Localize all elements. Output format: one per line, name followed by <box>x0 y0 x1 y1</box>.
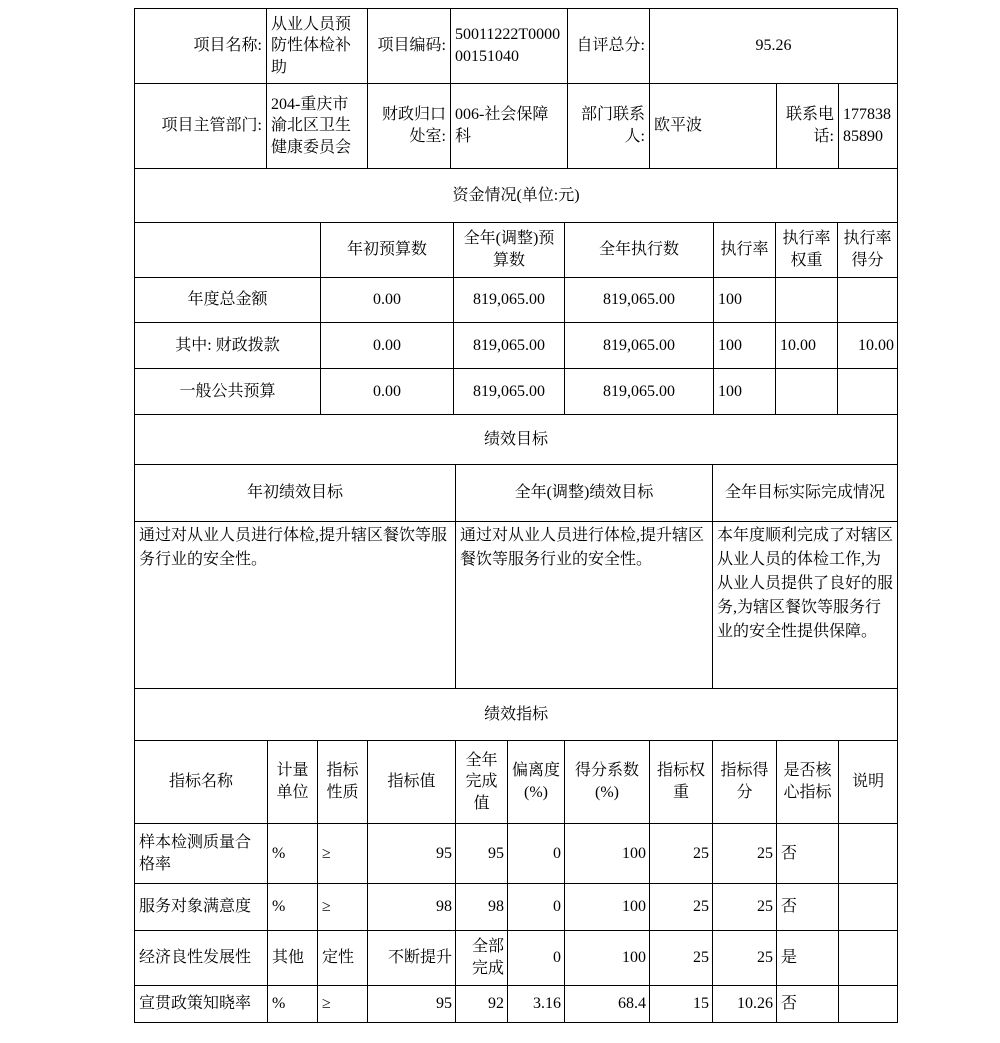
project-code-label: 项目编码: <box>368 9 451 84</box>
goals-initial-text: 通过对从业人员进行体检,提升辖区餐饮等服务行业的安全性。 <box>135 522 456 689</box>
funds-header-blank <box>135 223 321 278</box>
indicator-nature: ≥ <box>318 884 368 931</box>
performance-report-document <box>134 8 897 1023</box>
indicators-header-target: 指标值 <box>368 741 456 824</box>
funds-rate-score: 10.00 <box>838 323 898 369</box>
phone-value: 17783885890 <box>839 84 898 169</box>
project-name-label: 项目名称: <box>135 9 267 84</box>
indicator-completed: 98 <box>456 884 508 931</box>
funds-header-rate-score: 执行率得分 <box>838 223 898 278</box>
indicator-nature: ≥ <box>318 824 368 884</box>
self-score-label: 自评总分: <box>568 9 650 84</box>
indicator-deviation: 0 <box>508 884 565 931</box>
table-row <box>135 278 898 323</box>
indicator-core: 否 <box>777 884 839 931</box>
goals-table <box>134 414 898 689</box>
indicators-header-unit: 计量单位 <box>268 741 318 824</box>
funds-initial-budget: 0.00 <box>321 278 454 323</box>
funds-section-title: 资金情况(单位:元) <box>135 169 898 223</box>
indicator-coefficient: 100 <box>565 884 650 931</box>
indicator-nature: 定性 <box>318 931 368 986</box>
indicator-weight: 25 <box>650 824 713 884</box>
indicator-target: 95 <box>368 824 456 884</box>
indicator-note <box>839 986 898 1023</box>
indicator-unit: % <box>268 824 318 884</box>
indicator-note <box>839 931 898 986</box>
indicator-completed: 95 <box>456 824 508 884</box>
funds-header-executed: 全年执行数 <box>565 223 714 278</box>
funds-header-rate: 执行率 <box>714 223 776 278</box>
indicator-score: 25 <box>713 824 777 884</box>
table-row <box>135 465 898 522</box>
table-row <box>135 689 898 741</box>
indicator-coefficient: 100 <box>565 824 650 884</box>
goals-header-adjusted: 全年(调整)绩效目标 <box>456 465 713 522</box>
indicator-note <box>839 884 898 931</box>
finance-office-label: 财政归口处室: <box>368 84 451 169</box>
funds-adjusted-budget: 819,065.00 <box>454 323 565 369</box>
funds-executed: 819,065.00 <box>565 323 714 369</box>
project-name-value: 从业人员预防性体检补助 <box>267 9 368 84</box>
table-row <box>135 223 898 278</box>
indicators-header-score: 指标得分 <box>713 741 777 824</box>
project-info-table <box>134 8 898 169</box>
indicator-deviation: 0 <box>508 931 565 986</box>
indicator-name: 经济良性发展性 <box>135 931 268 986</box>
indicators-header-deviation: 偏离度(%) <box>508 741 565 824</box>
indicator-nature: ≥ <box>318 986 368 1023</box>
indicator-core: 否 <box>777 824 839 884</box>
indicator-target: 95 <box>368 986 456 1023</box>
indicator-weight: 15 <box>650 986 713 1023</box>
dept-value: 204-重庆市渝北区卫生健康委员会 <box>267 84 368 169</box>
funds-executed: 819,065.00 <box>565 369 714 415</box>
indicator-weight: 25 <box>650 884 713 931</box>
table-row <box>135 9 898 84</box>
indicators-header-note: 说明 <box>839 741 898 824</box>
table-row <box>135 741 898 824</box>
indicator-completed: 92 <box>456 986 508 1023</box>
indicators-header-nature: 指标性质 <box>318 741 368 824</box>
indicators-table <box>134 688 898 1023</box>
indicators-header-coefficient: 得分系数(%) <box>565 741 650 824</box>
funds-rate-score <box>838 369 898 415</box>
indicator-coefficient: 68.4 <box>565 986 650 1023</box>
indicator-completed: 全部完成 <box>456 931 508 986</box>
funds-rate-score <box>838 278 898 323</box>
dept-label: 项目主管部门: <box>135 84 267 169</box>
goals-section-title: 绩效目标 <box>135 415 898 465</box>
project-code-value: 50011222T000000151040 <box>451 9 568 84</box>
indicator-score: 10.26 <box>713 986 777 1023</box>
funds-header-initial: 年初预算数 <box>321 223 454 278</box>
indicator-weight: 25 <box>650 931 713 986</box>
indicator-core: 否 <box>777 986 839 1023</box>
funds-rate-weight: 10.00 <box>776 323 838 369</box>
funds-header-adjusted: 全年(调整)预算数 <box>454 223 565 278</box>
indicator-name: 服务对象满意度 <box>135 884 268 931</box>
indicator-deviation: 0 <box>508 824 565 884</box>
indicators-header-weight: 指标权重 <box>650 741 713 824</box>
table-row <box>135 369 898 415</box>
funds-row-name: 年度总金额 <box>135 278 321 323</box>
phone-label: 联系电话: <box>777 84 839 169</box>
table-row <box>135 169 898 223</box>
funds-row-name: 一般公共预算 <box>135 369 321 415</box>
indicator-target: 不断提升 <box>368 931 456 986</box>
funds-rate: 100 <box>714 323 776 369</box>
indicator-unit: % <box>268 884 318 931</box>
contact-value: 欧平波 <box>650 84 777 169</box>
table-row <box>135 986 898 1023</box>
indicator-target: 98 <box>368 884 456 931</box>
indicators-header-completed: 全年完成值 <box>456 741 508 824</box>
indicator-score: 25 <box>713 931 777 986</box>
goals-adjusted-text: 通过对从业人员进行体检,提升辖区餐饮等服务行业的安全性。 <box>456 522 713 689</box>
table-row <box>135 84 898 169</box>
funds-table <box>134 168 898 415</box>
funds-adjusted-budget: 819,065.00 <box>454 369 565 415</box>
indicators-header-name: 指标名称 <box>135 741 268 824</box>
indicator-coefficient: 100 <box>565 931 650 986</box>
indicators-header-core: 是否核心指标 <box>777 741 839 824</box>
funds-initial-budget: 0.00 <box>321 323 454 369</box>
indicators-section-title: 绩效指标 <box>135 689 898 741</box>
funds-initial-budget: 0.00 <box>321 369 454 415</box>
funds-rate: 100 <box>714 369 776 415</box>
table-row <box>135 415 898 465</box>
goals-actual-text: 本年度顺利完成了对辖区从业人员的体检工作,为从业人员提供了良好的服务,为辖区餐饮等服务行业的安全性提供保障。 <box>713 522 898 689</box>
funds-row-name: 其中: 财政拨款 <box>135 323 321 369</box>
funds-adjusted-budget: 819,065.00 <box>454 278 565 323</box>
indicator-note <box>839 824 898 884</box>
finance-office-value: 006-社会保障科 <box>451 84 568 169</box>
indicator-unit: 其他 <box>268 931 318 986</box>
table-row <box>135 522 898 689</box>
table-row <box>135 884 898 931</box>
indicator-unit: % <box>268 986 318 1023</box>
funds-header-rate-weight: 执行率权重 <box>776 223 838 278</box>
indicator-core: 是 <box>777 931 839 986</box>
funds-rate: 100 <box>714 278 776 323</box>
table-row <box>135 824 898 884</box>
indicator-name: 宣贯政策知晓率 <box>135 986 268 1023</box>
funds-rate-weight <box>776 278 838 323</box>
funds-executed: 819,065.00 <box>565 278 714 323</box>
indicator-score: 25 <box>713 884 777 931</box>
indicator-deviation: 3.16 <box>508 986 565 1023</box>
goals-header-actual: 全年目标实际完成情况 <box>713 465 898 522</box>
table-row <box>135 931 898 986</box>
goals-header-initial: 年初绩效目标 <box>135 465 456 522</box>
indicator-name: 样本检测质量合格率 <box>135 824 268 884</box>
funds-rate-weight <box>776 369 838 415</box>
table-row <box>135 323 898 369</box>
contact-label: 部门联系人: <box>568 84 650 169</box>
self-score-value: 95.26 <box>650 9 898 84</box>
